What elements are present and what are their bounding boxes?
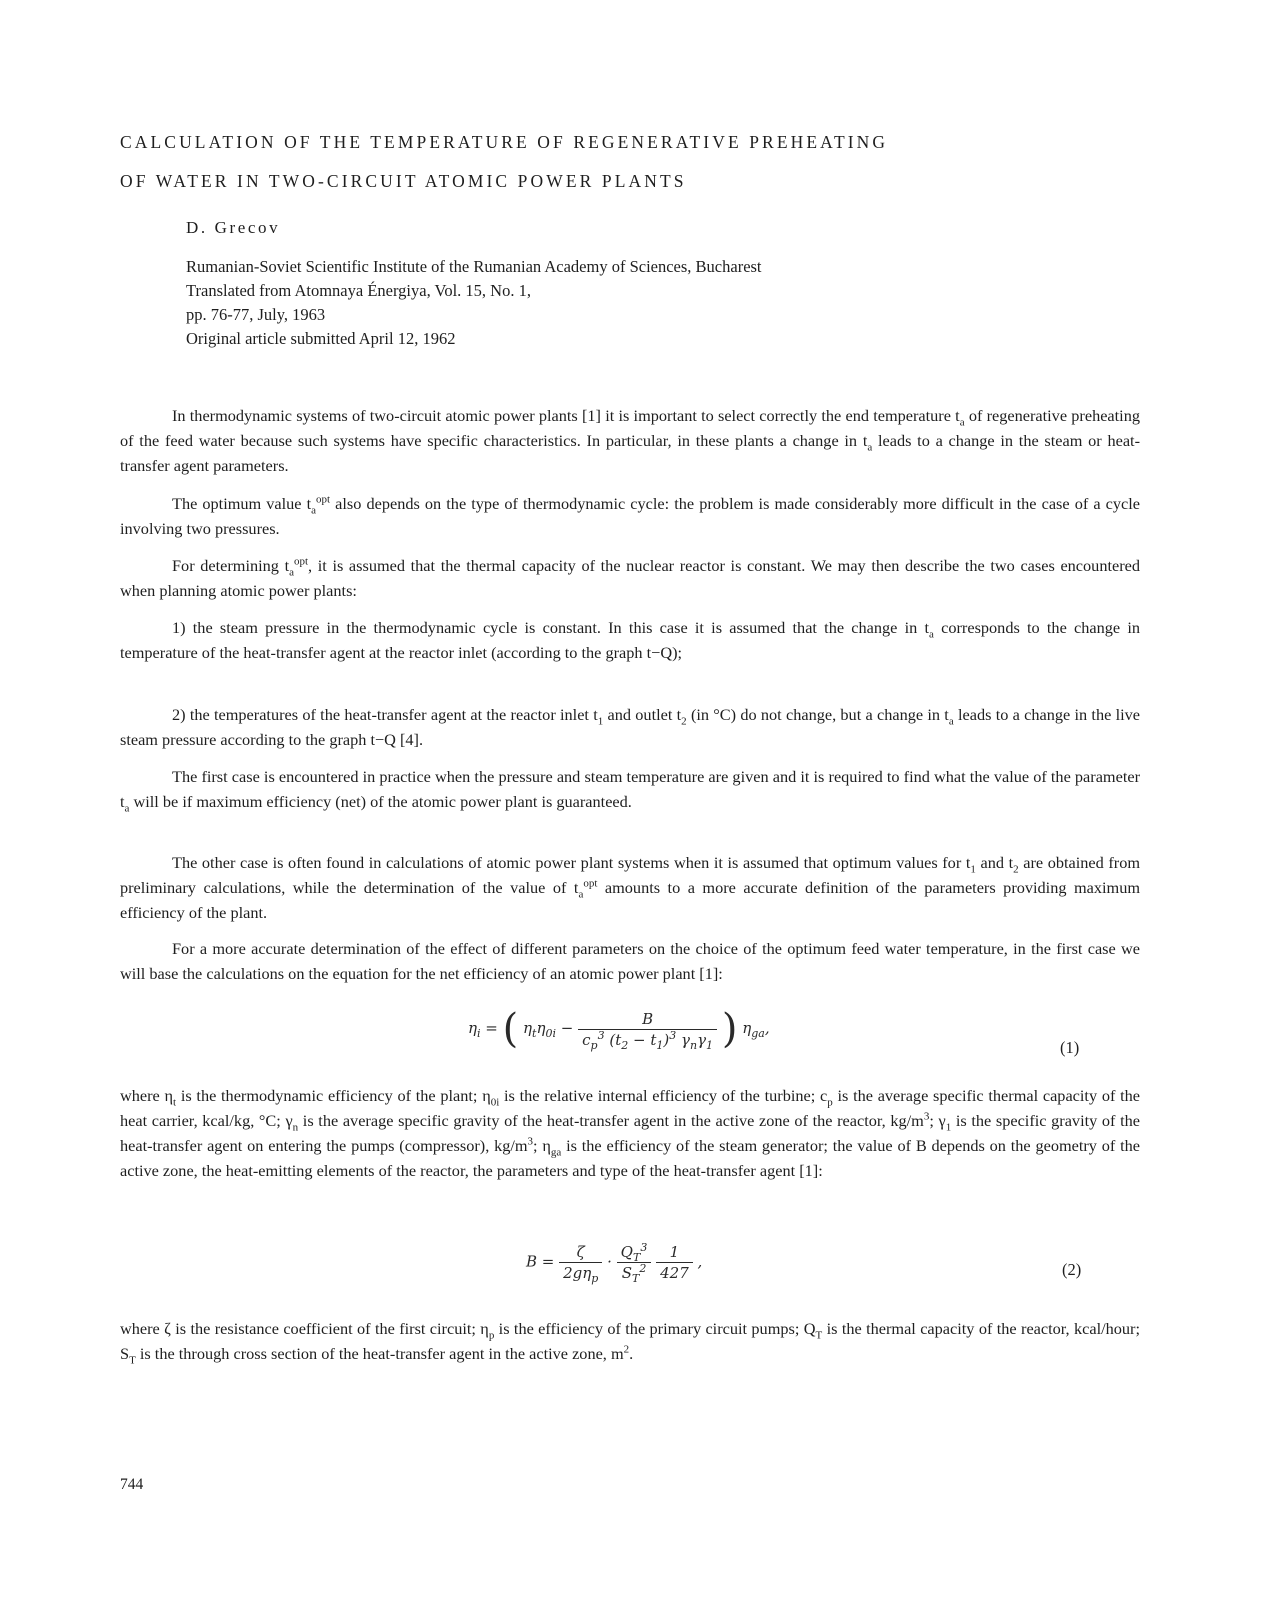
author-name: D. Grecov: [186, 218, 281, 237]
equation-1-close-paren: ): [721, 1006, 738, 1052]
equation-2-fraction-2: [617, 1241, 652, 1285]
equation-2-fraction-1-den: $2g\eta_p$: [559, 1262, 602, 1282]
paragraph-accurate-determination: For a more accurate determination of the effect of different parameters on the choice of the optimum feed water temperature, in the first case we will base the calculations on the equation for the net efficiency of an atomic power plant [1]:: [120, 939, 1140, 983]
paragraph-first-case: The first case is encountered in practice when the pressure and steam temperature are given and it is required to find what the value of the parameter $t_a$ will be if maximum efficiency (net) of the atomic power plant is guaranteed.: [120, 767, 1140, 815]
equation-1-number: (1): [1060, 1038, 1080, 1057]
equation-2-number: (2): [1062, 1260, 1082, 1279]
paragraph-other-case: The other case is often found in calculations of atomic power plant systems when it is assumed that optimum values for $t_1$ and $t_2$ are obtained from preliminary calculations, while the determination of the value of $t_a^{opt}$ amounts to a more accurate definition of the parameters providing maximum efficiency of the plant.: [120, 853, 1141, 922]
equation-2-comma: ,: [697, 1252, 703, 1271]
affiliation-institute: Rumanian-Soviet Scientific Institute of the Rumanian Academy of Sciences, Bucharest: [186, 257, 762, 276]
equation-1: [468, 1006, 770, 1052]
paragraph-where-eta: where $\eta_t$ is the thermodynamic efficiency of the plant; $\eta_{0i}$ is the relative internal efficiency of the turbine; $c_p$ is the average specific thermal capacity of the heat carrier, kcal/kg, °C; $\gamma_n$ is the average specific gravity of the heat-transfer agent in the active zone of the reactor, $kg/m^3$; $\gamma_1$ is the specific gravity of the heat-transfer agent on entering the pumps (compressor), $kg/m^3$; $\eta_{ga}$ is the efficiency of the steam generator; the value of B depends on the geometry of the active zone, the heat-emitting elements of the reactor, the parameters and type of the heat-transfer agent [1]:: [120, 1086, 1141, 1180]
equation-1-tail: $\eta_{ga}$,: [742, 1019, 770, 1040]
paragraph-determining: For determining $t_a^{opt}$, it is assumed that the thermal capacity of the nuclear reactor is constant. We may then describe the two cases encountered when planning atomic power plants:: [120, 555, 1140, 600]
equation-2-fraction-3-num: 1: [669, 1243, 680, 1261]
equation-1-open-paren: (: [502, 1006, 519, 1052]
equation-1-term: $\eta_t\eta_{0i}$ −: [523, 1019, 574, 1040]
equation-1-numerator: B: [642, 1009, 654, 1028]
affiliation-block: [186, 255, 762, 351]
equation-2-fraction-3-den: 427: [656, 1262, 693, 1282]
article-title-line-2: OF WATER IN TWO-CIRCUIT ATOMIC POWER PLANTS: [120, 171, 687, 191]
equation-2-fraction-1-num: ζ: [576, 1243, 585, 1261]
page-number: 744: [120, 1476, 144, 1493]
article-title-line-1: CALCULATION OF THE TEMPERATURE OF REGENERATIVE PREHEATING: [120, 132, 889, 152]
equation-2-dot: ·: [607, 1252, 612, 1271]
equation-2-fraction-3: [656, 1243, 693, 1282]
equation-2-lhs: B =: [526, 1252, 555, 1271]
equation-2-fraction-2-num: $Q_T^3$: [620, 1241, 648, 1264]
equation-1-fraction: [578, 1009, 717, 1052]
paragraph-intro: In thermodynamic systems of two-circuit atomic power plants [1] it is important to select correctly the end temperature $t_a$ of regenerative preheating of the feed water because such systems have specific characteristics. In particular, in these plants a change in $t_a$ leads to a change in the steam or heat-transfer agent parameters.: [120, 406, 1140, 475]
equation-1-denominator: $c_p^3$ $(t_2 - t_1)^3$ $\gamma_n\gamma_1$: [578, 1029, 717, 1049]
equation-2: [526, 1241, 703, 1285]
affiliation-pages: pp. 76-77, July, 1963: [186, 305, 326, 324]
paragraph-case-1: 1) the steam pressure in the thermodynamic cycle is constant. In this case it is assumed that the change in $t_a$ corresponds to the change in temperature of the heat-transfer agent at the reactor inlet (according to the graph t−Q);: [120, 618, 1140, 662]
equation-2-fraction-2-den: $S_T^2$: [617, 1262, 652, 1282]
paragraph-where-zeta: where ζ is the resistance coefficient of the first circuit; $\eta_p$ is the efficiency of the primary circuit pumps; $Q_T$ is the thermal capacity of the reactor, kcal/hour; $S_T$ is the through cross section of the heat-transfer agent in the active zone, $m^2$.: [120, 1319, 1141, 1367]
affiliation-submitted: Original article submitted April 12, 1962: [186, 329, 456, 348]
paragraph-optimum-value: The optimum value $t_a^{opt}$ also depends on the type of thermodynamic cycle: the problem is made considerably more difficult in the case of a cycle involving two pressures.: [120, 493, 1140, 538]
equation-1-lhs: $\eta_i$ =: [468, 1019, 498, 1040]
affiliation-translated-from: Translated from Atomnaya Énergiya, Vol. 15, No. 1,: [186, 281, 531, 300]
equation-2-fraction-1: [559, 1243, 602, 1285]
paragraph-case-2: 2) the temperatures of the heat-transfer agent at the reactor inlet $t_1$ and outlet $t_2$ (in °C) do not change, but a change in $t_a$ leads to a change in the live steam pressure according to the graph t−Q [4].: [120, 705, 1140, 749]
